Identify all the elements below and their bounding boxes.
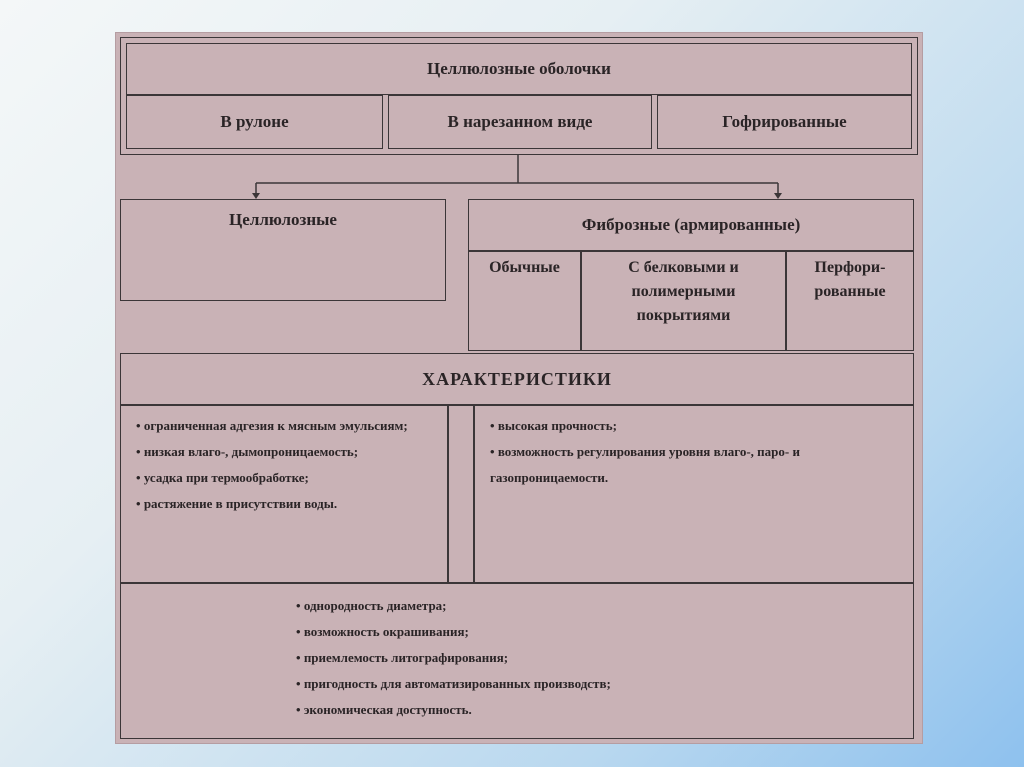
list-item: • низкая влаго-, дымопроницаемость; — [136, 439, 436, 465]
sub-box-perforated — [786, 251, 914, 351]
branch-fibrous: Фиброзные (армированные) — [581, 215, 801, 234]
list-item: • возможность регулирования уровня влаго-, паро- и газопроницаемости. — [490, 439, 900, 491]
list-item: • пригодность для автоматизированных производств; — [296, 671, 856, 697]
kind-shirred: Гофрированные — [722, 112, 847, 131]
sub-box-regular — [468, 251, 581, 351]
kind-roll: В рулоне — [220, 112, 289, 131]
sub-regular: Обычные — [489, 259, 560, 276]
characteristics-gap-box — [448, 405, 474, 583]
title-cellulose-casings: Целлюлозные оболочки — [427, 59, 611, 78]
list-item: • усадка при термообработке; — [136, 465, 436, 491]
list-item: • экономическая доступность. — [296, 697, 856, 723]
sub-perforated: Перфори-рованные — [814, 259, 886, 300]
list-item: • приемлемость литографирования; — [296, 645, 856, 671]
kind-cut: В нарезанном виде — [447, 112, 593, 131]
sub-coated: С белковыми и полимерными покрытиями — [628, 259, 739, 324]
sub-box-coated — [581, 251, 786, 351]
slide — [116, 33, 922, 743]
common-characteristics-list — [296, 593, 856, 723]
characteristics-title: ХАРАКТЕРИСТИКИ — [422, 368, 612, 389]
branch-box-fibrous — [468, 199, 914, 251]
branch-cellulose: Целлюлозные — [229, 210, 337, 229]
list-item: • однородность диаметра; — [296, 593, 856, 619]
list-item: • ограниченная адгезия к мясным эмульсиям; — [136, 413, 436, 439]
characteristics-header-box — [120, 353, 914, 405]
list-item: • растяжение в присутствии воды. — [136, 491, 436, 517]
list-item: • высокая прочность; — [490, 413, 900, 439]
fibrous-characteristics-list — [490, 413, 900, 491]
branch-box-cellulose — [120, 199, 446, 301]
list-item: • возможность окрашивания; — [296, 619, 856, 645]
cellulose-characteristics-list — [136, 413, 436, 517]
